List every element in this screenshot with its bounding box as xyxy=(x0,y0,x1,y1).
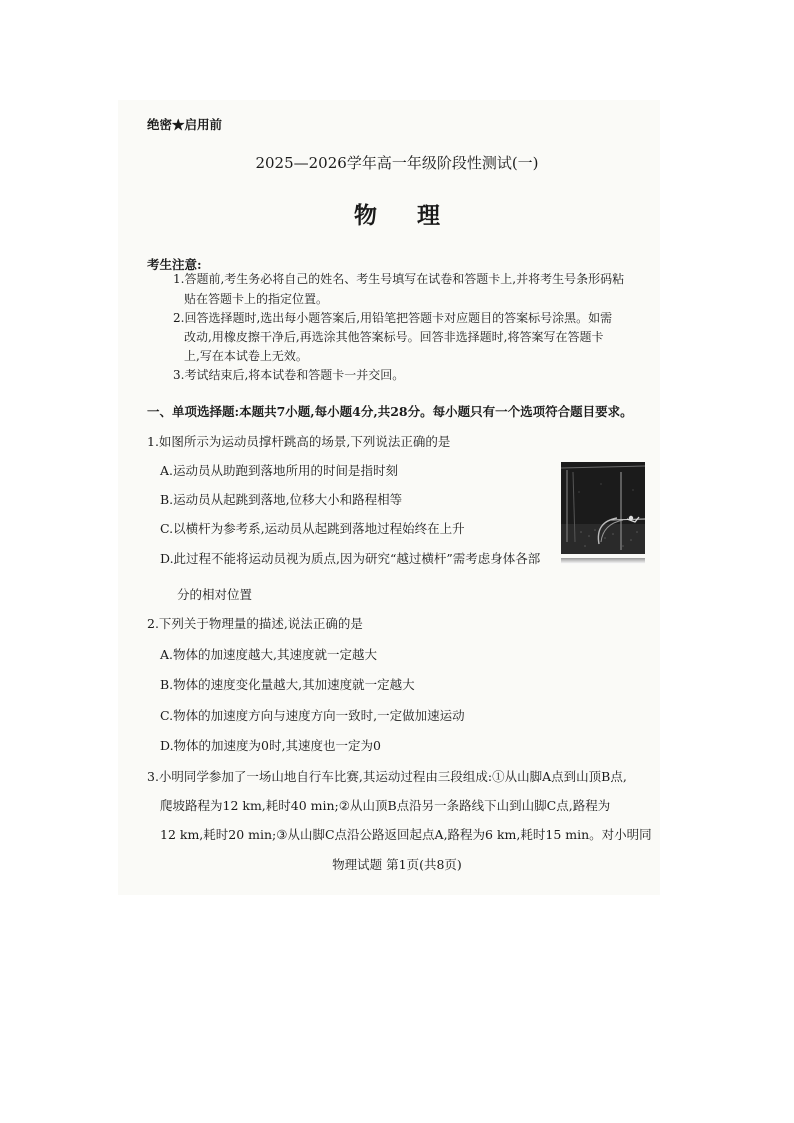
notice-line: 1.答题前,考生务必将自己的姓名、考生号填写在试卷和答题卡上,并将考生号条形码粘 xyxy=(173,272,625,286)
question-1-option-a: A.运动员从助跑到落地所用的时间是指时刻 xyxy=(160,463,399,478)
notice-line: 3.考试结束后,将本试卷和答题卡一并交回。 xyxy=(173,368,405,382)
question-2-option-b: B.物体的速度变化量越大,其加速度就一定越大 xyxy=(160,677,415,692)
notice-line: 贴在答题卡上的指定位置。 xyxy=(184,292,329,306)
question-3-line: 3.小明同学参加了一场山地自行车比赛,其运动过程由三段组成:①从山脚A点到山顶B点, xyxy=(147,769,627,784)
notice-line: 上,写在本试卷上无效。 xyxy=(184,349,308,363)
page-footer: 物理试题 第1页(共8页) xyxy=(332,857,462,872)
question-3-line: 12 km,耗时20 min;③从山脚C点沿公路返回起点A,路程为6 km,耗时15 min。对小明同 xyxy=(160,827,652,842)
question-2-option-a: A.物体的加速度越大,其速度就一定越大 xyxy=(160,647,377,662)
notice-title: 考生注意: xyxy=(147,257,202,272)
question-1-option-c: C.以横杆为参考系,运动员从起跳到落地过程始终在上升 xyxy=(160,521,465,536)
question-1-stem: 1.如图所示为运动员撑杆跳高的场景,下列说法正确的是 xyxy=(147,434,451,449)
question-2-option-d: D.物体的加速度为0时,其速度也一定为0 xyxy=(160,738,381,753)
question-1-option-d-continuation: 分的相对位置 xyxy=(177,587,253,602)
notice-line: 2.回答选择题时,选出每小题答案后,用铅笔把答题卡对应题目的答案标号涂黑。如需 xyxy=(173,311,613,325)
question-1-option-d: D.此过程不能将运动员视为质点,因为研究“越过横杆”需考虑身体各部 xyxy=(160,551,541,566)
secret-label: 绝密★启用前 xyxy=(147,117,223,132)
section-heading: 一、单项选择题:本题共7小题,每小题4分,共28分。每小题只有一个选项符合题目要求。 xyxy=(147,404,633,419)
exam-title: 2025—2026学年高一年级阶段性测试(一) xyxy=(255,154,539,172)
pole-vault-photo xyxy=(561,462,645,554)
photo-shadow xyxy=(561,558,645,564)
question-2-stem: 2.下列关于物理量的描述,说法正确的是 xyxy=(147,616,363,631)
notice-line: 改动,用橡皮擦干净后,再选涂其他答案标号。回答非选择题时,将答案写在答题卡 xyxy=(184,330,604,344)
question-2-option-c: C.物体的加速度方向与速度方向一致时,一定做加速运动 xyxy=(160,708,465,723)
question-3-line: 爬坡路程为12 km,耗时40 min;②从山顶B点沿另一条路线下山到山脚C点,路程为 xyxy=(160,798,611,813)
question-1-option-b: B.运动员从起跳到落地,位移大小和路程相等 xyxy=(160,492,403,507)
pole-vault-photo-icon xyxy=(561,462,645,554)
subject-title: 物 理 xyxy=(353,202,456,229)
